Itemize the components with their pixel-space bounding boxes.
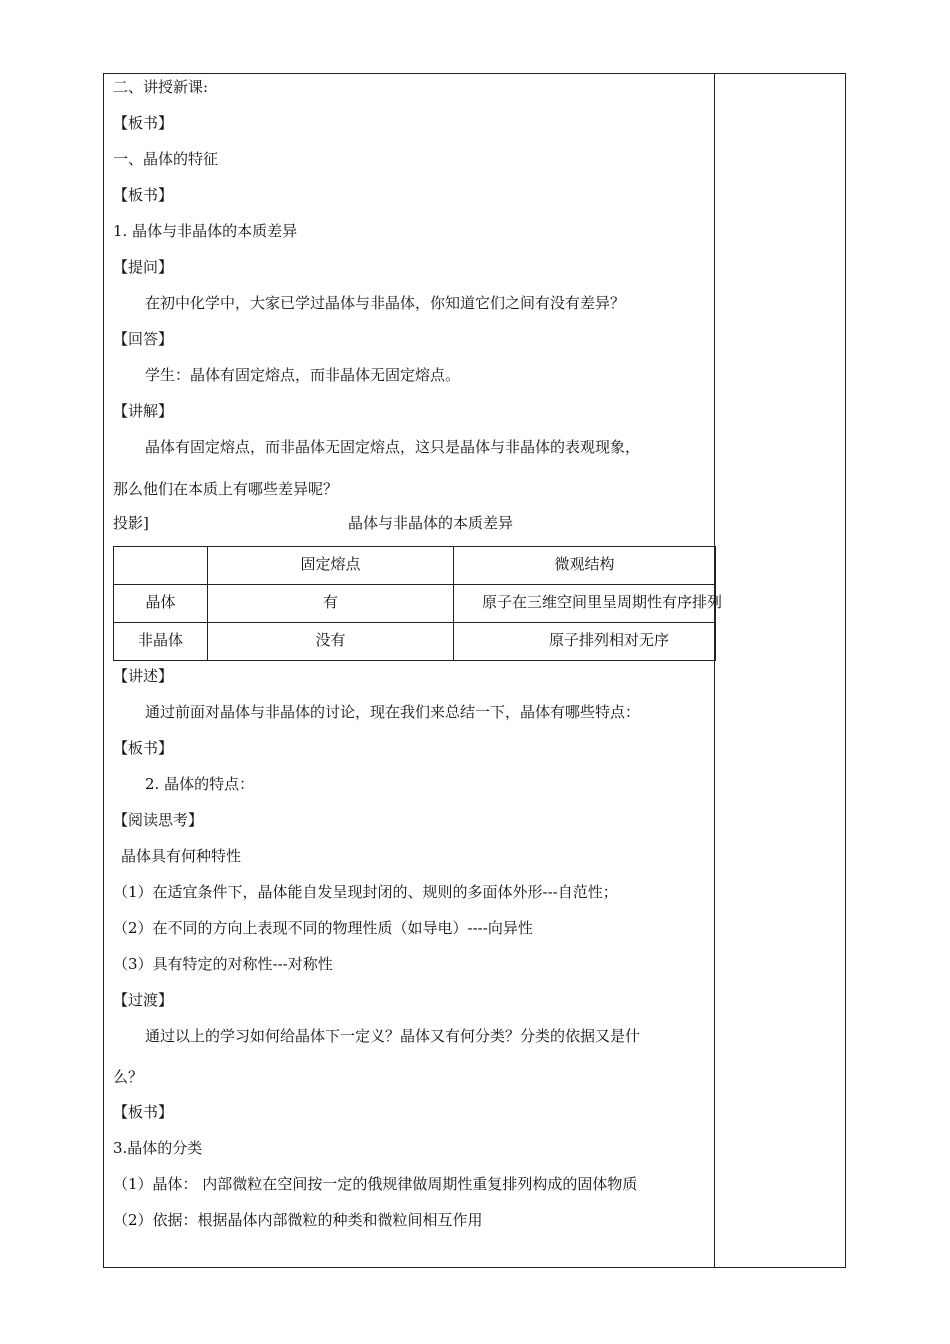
transition-text-cont: 么？: [113, 1068, 144, 1086]
classification-item: （2）依据：根据晶体内部微粒的种类和微粒间相互作用: [113, 1211, 483, 1229]
table-cell: 有: [208, 585, 454, 623]
table-cell: 晶体: [114, 585, 208, 623]
narrate-label: 【讲述】: [113, 667, 174, 685]
table-header-cell: 固定熔点: [208, 547, 454, 585]
question-text: 在初中化学中，大家已学过晶体与非晶体，你知道它们之间有没有差异？: [145, 294, 626, 312]
topic-heading: 3.晶体的分类: [113, 1139, 203, 1157]
topic-heading: 2. 晶体的特点：: [145, 775, 255, 793]
table-cell: 没有: [208, 623, 454, 661]
topic-heading: 1. 晶体与非晶体的本质差异: [113, 222, 298, 240]
explain-text: 晶体有固定熔点，而非晶体无固定熔点，这只是晶体与非晶体的表观现象，: [145, 438, 641, 456]
section-heading: 二、讲授新课:: [113, 78, 209, 96]
table-header-row: [114, 547, 716, 585]
property-item: （2）在不同的方向上表现不同的物理性质（如导电）----向异性: [113, 919, 533, 937]
reading-question: 晶体具有何种特性: [121, 847, 242, 865]
property-item: （1）在适宜条件下，晶体能自发呈现封闭的、规则的多面体外形---自范性；: [113, 883, 618, 901]
table-cell: 原子排列相对无序: [454, 623, 716, 661]
projection-label: 投影]: [113, 514, 149, 532]
transition-label: 【过渡】: [113, 991, 174, 1009]
table-header-cell: 微观结构: [454, 547, 716, 585]
subsection-heading: 一、晶体的特征: [113, 150, 219, 168]
column-divider: [714, 74, 715, 1267]
transition-text: 通过以上的学习如何给晶体下一定义？晶体又有何分类？分类的依据又是什: [145, 1027, 641, 1045]
board-label: 【板书】: [113, 1103, 174, 1121]
answer-label: 【回答】: [113, 330, 174, 348]
table-cell: 非晶体: [114, 623, 208, 661]
narrate-text: 通过前面对晶体与非晶体的讨论，现在我们来总结一下，晶体有哪些特点：: [145, 703, 641, 721]
board-label: 【板书】: [113, 186, 174, 204]
reading-label: 【阅读思考】: [113, 811, 204, 829]
question-label: 【提问】: [113, 258, 174, 276]
classification-item: （1）晶体： 内部微粒在空间按一定的俄规律做周期性重复排列构成的固体物质: [113, 1175, 638, 1193]
table-row: [114, 585, 716, 623]
explain-text-cont: 那么他们在本质上有哪些差异呢？: [113, 480, 339, 498]
answer-text: 学生：晶体有固定熔点，而非晶体无固定熔点。: [145, 366, 461, 384]
board-label: 【板书】: [113, 114, 174, 132]
comparison-table: [113, 546, 723, 661]
table-row: [114, 623, 716, 661]
table-cell: 原子在三维空间里呈周期性有序排列: [454, 585, 716, 623]
table-caption: 晶体与非晶体的本质差异: [348, 514, 514, 532]
board-label: 【板书】: [113, 739, 174, 757]
property-item: （3）具有特定的对称性---对称性: [113, 955, 333, 973]
lesson-plan-frame: [103, 73, 846, 1268]
explain-label: 【讲解】: [113, 402, 174, 420]
table-header-cell: [114, 547, 208, 585]
